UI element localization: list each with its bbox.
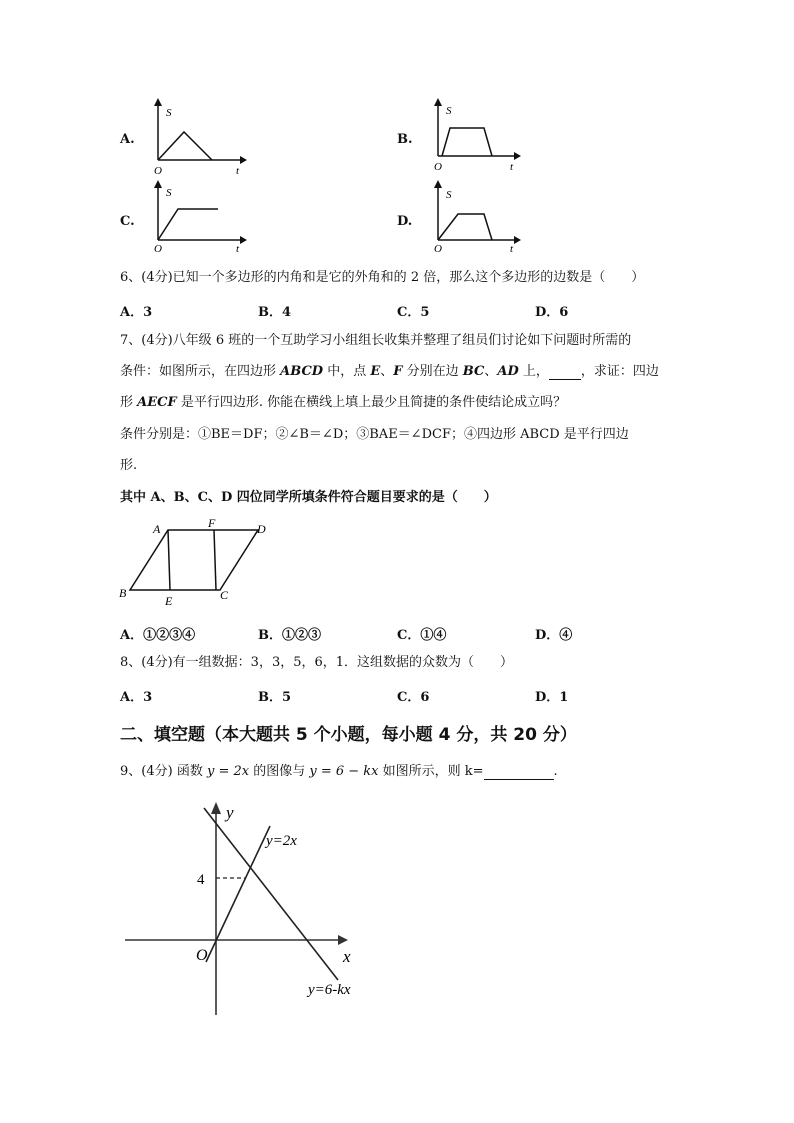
- q8-option-c: C．6: [397, 690, 430, 705]
- q8-stem: 8、(4分)有一组数据：3，3，5，6，1．这组数据的众数为（ ）: [120, 655, 514, 670]
- q7-stem-line1: 7、(4分)八年级 6 班的一个互助学习小组组长收集并整理了组员们讨论如下问题时所需的: [120, 333, 632, 348]
- q7-label-f: F: [208, 516, 216, 530]
- q6-option-d: D．6: [535, 305, 569, 320]
- q7-conditions: 条件分别是：①BE＝DF；②∠B＝∠D；③BAE＝∠DCF；④四边形 ABCD 是平行四边: [120, 427, 629, 442]
- q7-stem-line2: 条件：如图所示，在四边形 ABCD 中，点 E、F 分别在边 BC、AD 上， ，求证：四边: [120, 364, 659, 379]
- q7-label-d: D: [257, 522, 266, 536]
- q7-label-c: C: [220, 588, 229, 602]
- q9-answer-blank: [484, 765, 554, 780]
- q5-graph-a: [148, 98, 248, 178]
- q5-graph-b: [428, 98, 528, 178]
- q5-option-a-label: A.: [120, 132, 135, 147]
- q9-tick-4: 4: [197, 872, 205, 888]
- q7-conditions-end: 形.: [120, 458, 138, 473]
- q7-option-d: D．④: [535, 628, 573, 643]
- q5-b-t-label: t: [510, 161, 514, 173]
- q8-option-b: B．5: [258, 690, 292, 705]
- q5-c-t-label: t: [236, 243, 240, 254]
- q5-d-o-label: O: [434, 243, 442, 254]
- q9-x-axis-label: x: [343, 947, 351, 966]
- q9-function-graph: [120, 800, 380, 1020]
- q7-option-a: A．①②③④: [120, 628, 196, 643]
- q7-label-a: A: [153, 522, 161, 536]
- q9-stem: 9、(4分) 函数 y = 2x 的图像与 y = 6 − kx 如图所示，则 k= .: [120, 764, 558, 779]
- section-2-heading: 二、填空题（本大题共 5 个小题，每小题 4 分，共 20 分）: [120, 725, 577, 745]
- q6-option-c: C．5: [397, 305, 430, 320]
- q5-c-o-label: O: [154, 243, 162, 254]
- q6-option-a: A．3: [120, 305, 153, 320]
- q9-origin-label: O: [196, 947, 208, 964]
- q7-question: 其中 A、B、C、D 四位同学所填条件符合题目要求的是（ ）: [120, 490, 497, 505]
- q9-y-axis-label: y: [226, 803, 234, 822]
- q9-line2-label: y=6-kx: [308, 982, 351, 998]
- q5-d-s-label: S: [446, 189, 452, 201]
- q7-option-b: B．①②③: [258, 628, 321, 643]
- q5-b-s-label: S: [446, 105, 452, 117]
- q7-answer-blank: [549, 365, 581, 380]
- q9-line1-label: y=2x: [266, 833, 297, 849]
- q6-option-b: B．4: [258, 305, 292, 320]
- q7-stem-line3: 形 AECF 是平行四边形. 你能在横线上填上最少且简捷的条件使结论成立吗？: [120, 395, 567, 410]
- q5-a-s-label: S: [166, 107, 172, 119]
- q7-parallelogram-figure: [115, 515, 275, 610]
- q6-stem: 6、(4分)已知一个多边形的内角和是它的外角和的 2 倍，那么这个多边形的边数是（ ）: [120, 270, 645, 285]
- q5-a-t-label: t: [236, 165, 240, 177]
- q5-b-o-label: O: [434, 161, 442, 173]
- q5-d-t-label: t: [510, 243, 514, 254]
- q5-graph-c: [148, 180, 248, 254]
- q7-option-c: C．①④: [397, 628, 447, 643]
- q5-option-c-label: C.: [120, 214, 135, 229]
- q5-option-d-label: D.: [397, 214, 413, 229]
- q5-graph-d: [428, 180, 528, 254]
- q5-c-s-label: S: [166, 187, 172, 199]
- q5-option-b-label: B.: [397, 132, 413, 147]
- q7-label-b: B: [119, 586, 127, 600]
- q8-option-d: D．1: [535, 690, 569, 705]
- q7-label-e: E: [165, 594, 173, 608]
- q5-a-o-label: O: [154, 165, 162, 177]
- q8-option-a: A．3: [120, 690, 153, 705]
